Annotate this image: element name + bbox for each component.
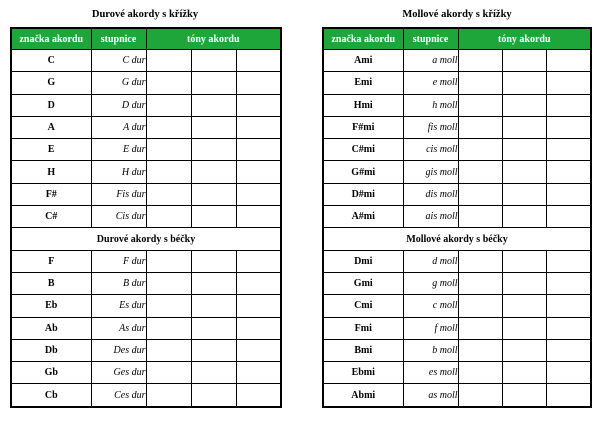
chord-row — [11, 94, 281, 116]
minor-chords-title: Mollové akordy s křížky — [402, 9, 512, 20]
chord-symbol-cell: F — [11, 250, 91, 272]
chord-row — [323, 206, 591, 228]
chord-tone-input-cell[interactable] — [546, 116, 591, 138]
chord-tone-input-cell[interactable] — [236, 183, 281, 205]
chord-tone-input-cell[interactable] — [546, 206, 591, 228]
scale-name-cell: e moll — [403, 72, 458, 94]
chord-tone-input-cell[interactable] — [191, 250, 236, 272]
chord-symbol-cell: E — [11, 139, 91, 161]
chord-tone-input-cell[interactable] — [502, 317, 546, 339]
chord-row — [11, 362, 281, 384]
chord-tone-input-cell[interactable] — [146, 50, 191, 72]
chord-tone-input-cell[interactable] — [458, 384, 502, 407]
chord-tone-input-cell[interactable] — [236, 72, 281, 94]
minor-chords-table — [322, 27, 592, 408]
chord-tone-input-cell[interactable] — [502, 384, 546, 407]
chord-row — [323, 94, 591, 116]
chord-tone-input-cell[interactable] — [191, 317, 236, 339]
chord-row — [11, 50, 281, 72]
chord-symbol-cell: Fmi — [323, 317, 403, 339]
chord-tone-input-cell[interactable] — [502, 161, 546, 183]
chord-symbol-cell: Emi — [323, 72, 403, 94]
chord-symbol-cell: C — [11, 50, 91, 72]
chord-symbol-cell: D — [11, 94, 91, 116]
section-heading: Mollové akordy s béčky — [323, 228, 591, 250]
chord-tone-input-cell[interactable] — [236, 206, 281, 228]
chord-tone-input-cell[interactable] — [458, 317, 502, 339]
chord-tone-input-cell[interactable] — [458, 139, 502, 161]
chord-symbol-cell: Bmi — [323, 339, 403, 361]
chord-symbol-cell: Gb — [11, 362, 91, 384]
chord-symbol-cell: Ebmi — [323, 362, 403, 384]
scale-name-cell: cis moll — [403, 139, 458, 161]
chord-tone-input-cell[interactable] — [546, 250, 591, 272]
chord-tone-input-cell[interactable] — [191, 161, 236, 183]
chord-tone-input-cell[interactable] — [546, 272, 591, 294]
scale-name-cell: f moll — [403, 317, 458, 339]
chord-tone-input-cell[interactable] — [546, 339, 591, 361]
chord-row — [323, 50, 591, 72]
chord-tone-input-cell[interactable] — [546, 317, 591, 339]
chord-symbol-cell: F#mi — [323, 116, 403, 138]
chord-tone-input-cell[interactable] — [146, 250, 191, 272]
chord-symbol-cell: Cb — [11, 384, 91, 407]
chord-tone-input-cell[interactable] — [236, 116, 281, 138]
chord-symbol-cell: Eb — [11, 295, 91, 317]
chord-symbol-cell: C#mi — [323, 139, 403, 161]
chord-tone-input-cell[interactable] — [502, 250, 546, 272]
scale-name-cell: Fis dur — [91, 183, 146, 205]
chord-row — [11, 139, 281, 161]
chord-tone-input-cell[interactable] — [546, 72, 591, 94]
chord-tone-input-cell[interactable] — [546, 362, 591, 384]
chord-tone-input-cell[interactable] — [236, 250, 281, 272]
chord-row — [323, 339, 591, 361]
chord-tone-input-cell[interactable] — [458, 183, 502, 205]
chord-tone-input-cell[interactable] — [236, 295, 281, 317]
chord-tone-input-cell[interactable] — [502, 183, 546, 205]
chord-tone-input-cell[interactable] — [458, 339, 502, 361]
chord-symbol-cell: Db — [11, 339, 91, 361]
chord-symbol-cell: A#mi — [323, 206, 403, 228]
section-heading: Durové akordy s béčky — [11, 228, 281, 250]
chord-tone-input-cell[interactable] — [191, 183, 236, 205]
chord-row — [11, 116, 281, 138]
section-heading-row — [11, 228, 281, 250]
scale-name-cell: A dur — [91, 116, 146, 138]
scale-name-cell: Es dur — [91, 295, 146, 317]
major-chords-title: Durové akordy s křížky — [91, 9, 199, 20]
scale-name-cell: B dur — [91, 272, 146, 294]
chord-tone-input-cell[interactable] — [502, 339, 546, 361]
chord-row — [11, 72, 281, 94]
scale-name-cell: a moll — [403, 50, 458, 72]
chord-tone-input-cell[interactable] — [502, 362, 546, 384]
scale-name-cell: gis moll — [403, 161, 458, 183]
chord-row — [323, 116, 591, 138]
chord-tone-input-cell[interactable] — [146, 362, 191, 384]
chord-tone-input-cell[interactable] — [546, 94, 591, 116]
chord-tone-input-cell[interactable] — [236, 94, 281, 116]
chord-tone-input-cell[interactable] — [502, 295, 546, 317]
chord-tone-input-cell[interactable] — [546, 161, 591, 183]
scale-name-cell: D dur — [91, 94, 146, 116]
chord-tone-input-cell[interactable] — [191, 139, 236, 161]
chord-symbol-cell: Gmi — [323, 272, 403, 294]
chord-tone-input-cell[interactable] — [146, 272, 191, 294]
chord-row — [323, 362, 591, 384]
chord-row — [323, 72, 591, 94]
scale-name-cell: b moll — [403, 339, 458, 361]
chord-tone-input-cell[interactable] — [502, 94, 546, 116]
chord-symbol-cell: F# — [11, 183, 91, 205]
chord-tone-input-cell[interactable] — [146, 339, 191, 361]
chord-tone-input-cell[interactable] — [236, 272, 281, 294]
chord-row — [323, 272, 591, 294]
chord-tone-input-cell[interactable] — [236, 339, 281, 361]
scale-name-cell: fis moll — [403, 116, 458, 138]
chord-tone-input-cell[interactable] — [458, 272, 502, 294]
chord-row — [11, 295, 281, 317]
chord-row — [11, 206, 281, 228]
chord-tone-input-cell[interactable] — [191, 362, 236, 384]
chord-tone-input-cell[interactable] — [236, 317, 281, 339]
chord-tone-input-cell[interactable] — [146, 116, 191, 138]
chord-row — [11, 272, 281, 294]
chord-row — [11, 339, 281, 361]
chord-symbol-cell: Hmi — [323, 94, 403, 116]
scale-name-cell: dis moll — [403, 183, 458, 205]
scale-name-cell: Des dur — [91, 339, 146, 361]
chord-tone-input-cell[interactable] — [146, 139, 191, 161]
chord-symbol-cell: Ami — [323, 50, 403, 72]
chord-tone-input-cell[interactable] — [146, 94, 191, 116]
chord-tone-input-cell[interactable] — [458, 295, 502, 317]
chord-tone-input-cell[interactable] — [458, 250, 502, 272]
chord-symbol-header: značka akordu — [323, 28, 403, 50]
chord-tone-input-cell[interactable] — [458, 72, 502, 94]
scale-name-cell: H dur — [91, 161, 146, 183]
chord-row — [323, 295, 591, 317]
chord-tone-input-cell[interactable] — [191, 384, 236, 407]
scale-name-cell: Cis dur — [91, 206, 146, 228]
table-header-row — [323, 28, 591, 50]
chord-tone-input-cell[interactable] — [458, 50, 502, 72]
chord-tone-input-cell[interactable] — [146, 384, 191, 407]
chord-row — [323, 317, 591, 339]
chord-tone-input-cell[interactable] — [546, 139, 591, 161]
chord-tone-input-cell[interactable] — [146, 161, 191, 183]
chord-tone-input-cell[interactable] — [502, 206, 546, 228]
chord-tone-input-cell[interactable] — [458, 161, 502, 183]
chord-row — [11, 317, 281, 339]
scale-name-cell: C dur — [91, 50, 146, 72]
chord-symbol-cell: D#mi — [323, 183, 403, 205]
chord-row — [11, 250, 281, 272]
chord-tones-header: tóny akordu — [146, 28, 281, 50]
table-header-row — [11, 28, 281, 50]
chord-tone-input-cell[interactable] — [236, 161, 281, 183]
chord-symbol-cell: H — [11, 161, 91, 183]
chord-tone-input-cell[interactable] — [546, 384, 591, 407]
chord-tone-input-cell[interactable] — [546, 295, 591, 317]
chord-tone-input-cell[interactable] — [191, 295, 236, 317]
chord-symbol-cell: G — [11, 72, 91, 94]
chord-row — [323, 250, 591, 272]
scale-name-cell: c moll — [403, 295, 458, 317]
scale-name-cell: es moll — [403, 362, 458, 384]
scale-name-cell: Ces dur — [91, 384, 146, 407]
chord-tone-input-cell[interactable] — [458, 206, 502, 228]
scale-name-cell: h moll — [403, 94, 458, 116]
chord-tone-input-cell[interactable] — [236, 50, 281, 72]
chord-row — [323, 384, 591, 407]
chord-tone-input-cell[interactable] — [191, 339, 236, 361]
chord-symbol-cell: B — [11, 272, 91, 294]
chord-symbol-header: značka akordu — [11, 28, 91, 50]
chord-row — [323, 183, 591, 205]
chord-row — [11, 183, 281, 205]
chord-symbol-cell: Ab — [11, 317, 91, 339]
chord-tone-input-cell[interactable] — [146, 317, 191, 339]
chord-tone-input-cell[interactable] — [146, 295, 191, 317]
scale-name-cell: G dur — [91, 72, 146, 94]
chord-tone-input-cell[interactable] — [502, 116, 546, 138]
chord-tone-input-cell[interactable] — [191, 50, 236, 72]
scale-name-cell: Ges dur — [91, 362, 146, 384]
chord-tone-input-cell[interactable] — [458, 116, 502, 138]
chord-tone-input-cell[interactable] — [191, 116, 236, 138]
scale-name-cell: E dur — [91, 139, 146, 161]
scale-name-cell: g moll — [403, 272, 458, 294]
scale-name-cell: F dur — [91, 250, 146, 272]
chord-tone-input-cell[interactable] — [236, 384, 281, 407]
scale-header: stupnice — [403, 28, 458, 50]
chord-symbol-cell: A — [11, 116, 91, 138]
chord-row — [323, 139, 591, 161]
chord-symbol-cell: C# — [11, 206, 91, 228]
chord-tone-input-cell[interactable] — [191, 94, 236, 116]
chord-tone-input-cell[interactable] — [546, 50, 591, 72]
chord-tone-input-cell[interactable] — [458, 94, 502, 116]
section-heading-row — [323, 228, 591, 250]
chord-tone-input-cell[interactable] — [146, 183, 191, 205]
scale-name-cell: d moll — [403, 250, 458, 272]
scale-name-cell: as moll — [403, 384, 458, 407]
scale-header: stupnice — [91, 28, 146, 50]
scale-name-cell: ais moll — [403, 206, 458, 228]
chord-tone-input-cell[interactable] — [502, 272, 546, 294]
chord-tone-input-cell[interactable] — [502, 72, 546, 94]
chord-symbol-cell: G#mi — [323, 161, 403, 183]
chord-row — [323, 161, 591, 183]
chord-tone-input-cell[interactable] — [191, 272, 236, 294]
chord-tone-input-cell[interactable] — [236, 362, 281, 384]
chord-tone-input-cell[interactable] — [236, 139, 281, 161]
chord-tone-input-cell[interactable] — [146, 72, 191, 94]
chord-tone-input-cell[interactable] — [191, 206, 236, 228]
scale-name-cell: As dur — [91, 317, 146, 339]
chord-symbol-cell: Cmi — [323, 295, 403, 317]
chord-tones-header: tóny akordu — [458, 28, 591, 50]
chord-row — [11, 384, 281, 407]
chord-tone-input-cell[interactable] — [458, 362, 502, 384]
chord-tone-input-cell[interactable] — [191, 72, 236, 94]
chord-tone-input-cell[interactable] — [502, 139, 546, 161]
chord-symbol-cell: Abmi — [323, 384, 403, 407]
major-chords-table — [10, 27, 282, 408]
chord-tone-input-cell[interactable] — [146, 206, 191, 228]
chord-row — [11, 161, 281, 183]
chord-tone-input-cell[interactable] — [546, 183, 591, 205]
chord-symbol-cell: Dmi — [323, 250, 403, 272]
chord-tone-input-cell[interactable] — [502, 50, 546, 72]
